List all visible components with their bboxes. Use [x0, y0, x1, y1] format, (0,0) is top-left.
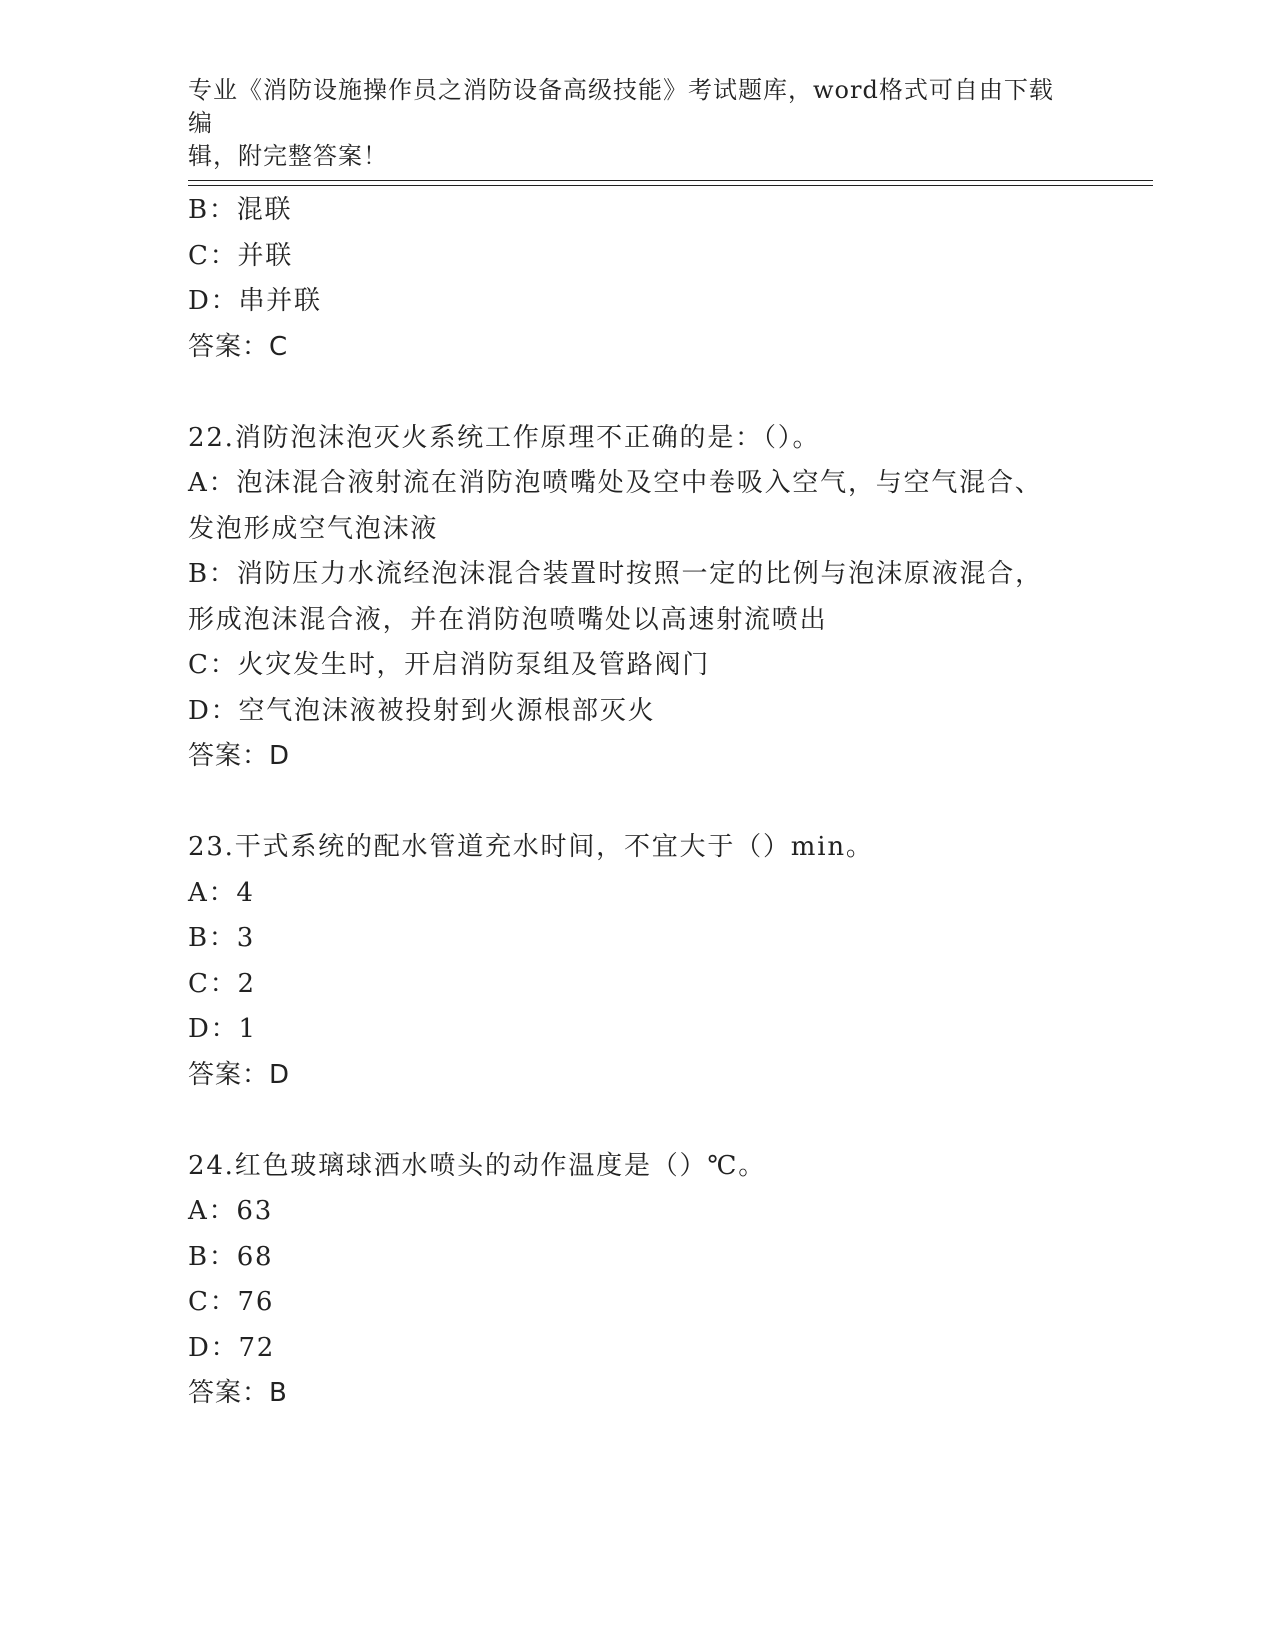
question-23-block: [188, 825, 1088, 1098]
q21-option-d: D：串并联: [188, 286, 322, 316]
q24-answer: 答案：B: [188, 1378, 288, 1408]
q24-question: 24.红色玻璃球洒水喷头的动作温度是（）℃。: [188, 1150, 767, 1181]
q21-option-c: C：并联: [188, 240, 294, 271]
question-24-block: [188, 1144, 1088, 1417]
q23-option-d: D：1: [188, 1014, 257, 1044]
q22-option-a-line-2: 发泡形成空气泡沫液: [188, 513, 439, 544]
q23-question: 23.干式系统的配水管道充水时间，不宜大于（）min。: [188, 832, 874, 862]
q24-option-b: B：68: [188, 1241, 274, 1272]
q21-option-b: B：混联: [188, 195, 293, 225]
q24-option-c: C：76: [188, 1287, 275, 1317]
q22-option-c: C：火灾发生时，开启消防泵组及管路阀门: [188, 650, 711, 680]
q22-question: 22.消防泡沫泡灭火系统工作原理不正确的是：（）。: [188, 422, 821, 453]
q22-option-b-line-1: B：消防压力水流经泡沫混合装置时按照一定的比例与泡沫原液混合，: [188, 559, 1043, 589]
header-line-2: 辑，附完整答案！: [188, 142, 388, 170]
q21-answer: 答案：C: [188, 331, 289, 362]
q22-answer: 答案：D: [188, 741, 291, 771]
q23-option-a: A：4: [188, 877, 255, 908]
question-content: [188, 188, 1088, 1417]
question-22-block: [188, 416, 1088, 780]
q24-option-d: D：72: [188, 1332, 276, 1363]
q22-option-b-line-2: 形成泡沫混合液，并在消防泡喷嘴处以高速射流喷出: [188, 604, 828, 635]
q23-option-b: B：3: [188, 923, 256, 953]
question-21-block: [188, 188, 1088, 370]
q22-option-a-line-1: A：泡沫混合液射流在消防泡喷嘴处及空中卷吸入空气，与空气混合、: [188, 468, 1043, 498]
q23-option-c: C：2: [188, 968, 256, 999]
document-header: [188, 74, 1068, 173]
q22-option-d: D：空气泡沫液被投射到火源根部灭火: [188, 695, 656, 726]
q23-answer: 答案：D: [188, 1059, 291, 1090]
header-divider-top: [188, 180, 1153, 181]
header-line-1: 专业《消防设施操作员之消防设备高级技能》考试题库，word格式可自由下载编: [188, 76, 1054, 137]
header-divider-bottom: [188, 185, 1153, 186]
q24-option-a: A：63: [188, 1196, 274, 1226]
